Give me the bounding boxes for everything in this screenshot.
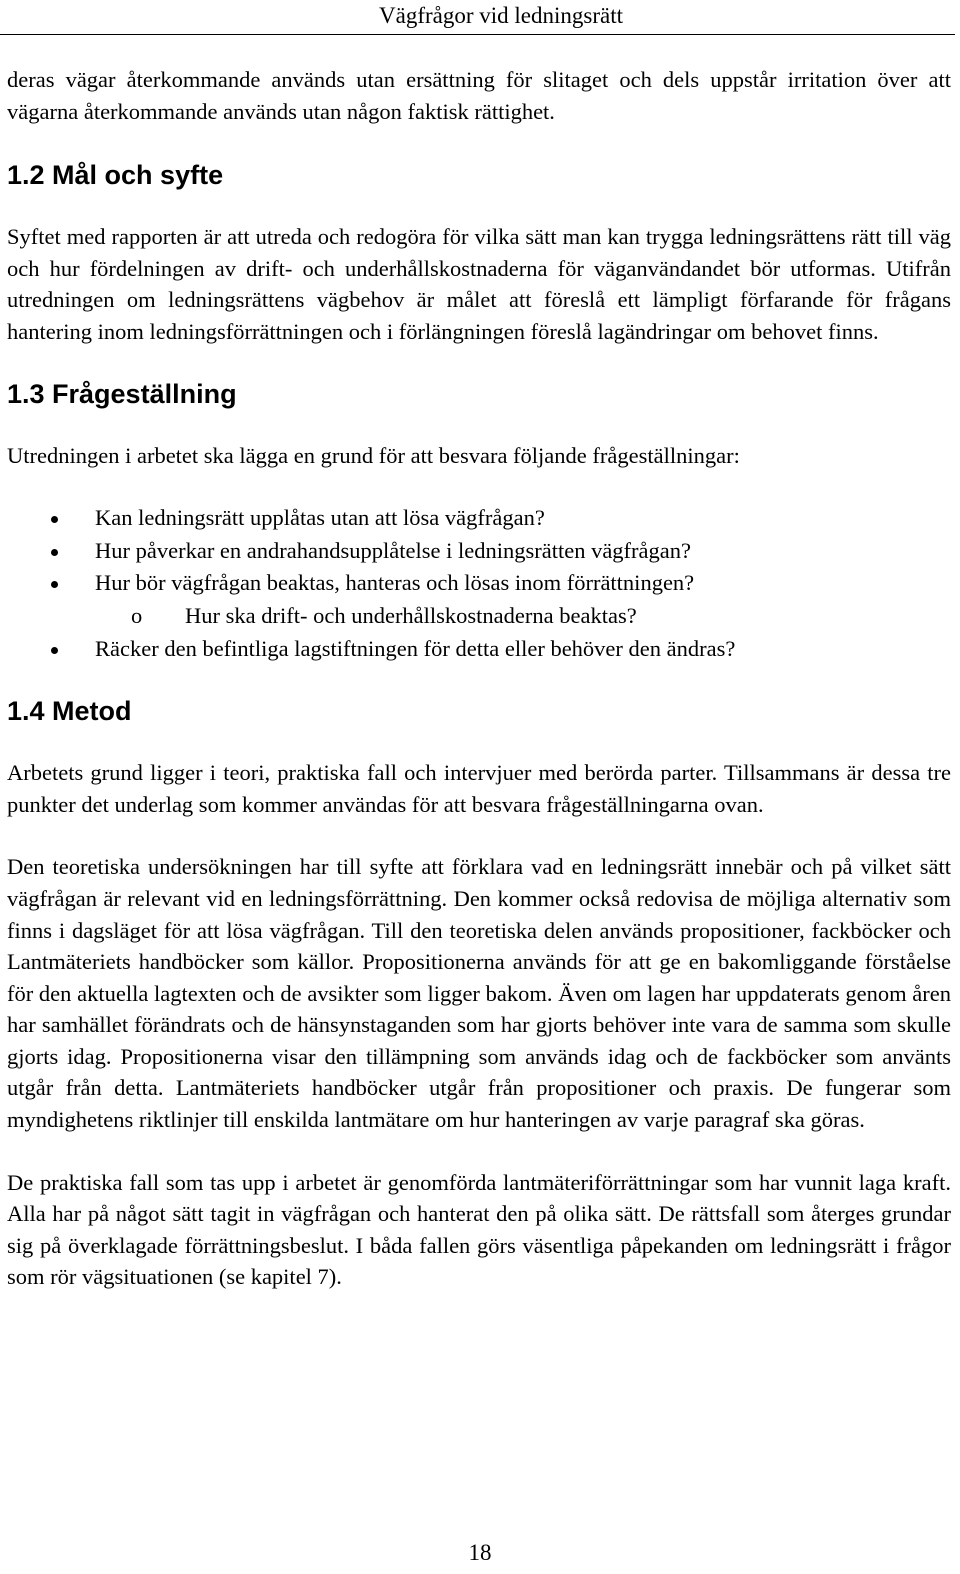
list-item (7, 502, 951, 535)
section-heading-mal-och-syfte: 1.2 Mål och syfte (7, 160, 224, 191)
section-heading-metod: 1.4 Metod (7, 696, 132, 727)
bullet-icon (51, 549, 58, 556)
paragraph-metod-grund: Arbetets grund ligger i teori, praktiska fall och intervjuer med berörda parter. Tillsammans är dessa tre punkter det underlag som kommer användas för att besvara frågeställningarna ovan. (7, 760, 951, 817)
sub-list-item (7, 600, 951, 633)
list-item (7, 633, 951, 666)
paragraph-mal-och-syfte: Syftet med rapporten är att utreda och redogöra för vilka sätt man kan trygga ledningsrättens rätt till väg och hur fördelningen av drift- och underhållskostnaderna för väganvändandet bör utformas. Utifrån utredningen om ledningsrättens vägbehov är målet att föreslå ett lämpligt förfarande för frågans hantering inom ledningsförrättningen och i förlängningen föreslå lagändringar om behovet finns. (7, 224, 951, 344)
question-text: Kan ledningsrätt upplåtas utan att lösa vägfrågan? (95, 505, 545, 531)
list-item (7, 567, 951, 600)
running-header (0, 0, 955, 35)
page-body (7, 64, 951, 1293)
sub-bullet-marker: o (131, 602, 143, 628)
page-number: 18 (468, 1540, 492, 1565)
paragraph-metod-praktiska-fall: De praktiska fall som tas upp i arbetet är genomförda lantmäteriförrättningar som har vunnit laga kraft. Alla har på något sätt tagit in vägfrågan och hanterat den på olika sätt. De rättsfall som återges grundar sig på överklagade förrättningsbeslut. I båda fallen görs väsentliga påpekanden om ledningsrätt i frågor som rör vägsituationen (se kapitel 7). (7, 1169, 951, 1290)
bullet-icon (51, 647, 58, 654)
bullet-icon (51, 516, 58, 523)
bullet-icon (51, 581, 58, 588)
question-list (7, 502, 951, 665)
intro-paragraph: deras vägar återkommande används utan ersättning för slitaget och dels uppstår irritation över att vägarna återkommande används utan någon faktisk rättighet. (7, 67, 951, 124)
section-heading-fragestallning: 1.3 Frågeställning (7, 378, 237, 409)
question-text: Hur bör vägfrågan beaktas, hanteras och lösas inom förrättningen? (95, 570, 695, 596)
running-header-title: Vägfrågor vid ledningsrätt (379, 3, 623, 28)
paragraph-fragestallning: Utredningen i arbetet ska lägga en grund för att besvara följande frågeställningar: (7, 442, 740, 468)
paragraph-metod-teori: Den teoretiska undersökningen har till syfte att förklara vad en ledningsrätt innebär och på vilket sätt vägfrågan är relevant vid en ledningsförrättning. Den kommer också redovisa de möjliga alternativ som finns i dagsläget för att lösa vägfrågan. Till den teoretiska delen används propositioner, fackböcker och Lantmäteriets handböcker som källor. Propositionerna används för att ge en bakomliggande förståelse för den aktuella lagtexten och de avsikter som ligger bakom. Även om lagen har uppdaterats genom åren har samhället förändrats och de hänsynstaganden som har gjorts behöver inte vara de samma som skulle gjorts idag. Propositionerna visar den tillämpning som används idag och de fackböcker som använts utgår från detta. Lantmäteriets handböcker utgår från propositioner och praxis. De fungerar som myndighetens riktlinjer till enskilda lantmätare om hur hanteringen av varje paragraf ska göras. (7, 854, 951, 1133)
question-text: Räcker den befintliga lagstiftningen för detta eller behöver den ändras? (95, 635, 736, 661)
sub-question-text: Hur ska drift- och underhållskostnaderna beaktas? (185, 602, 637, 628)
list-item (7, 535, 951, 568)
question-text: Hur påverkar en andrahandsupplåtelse i ledningsrätten vägfrågan? (95, 537, 691, 563)
